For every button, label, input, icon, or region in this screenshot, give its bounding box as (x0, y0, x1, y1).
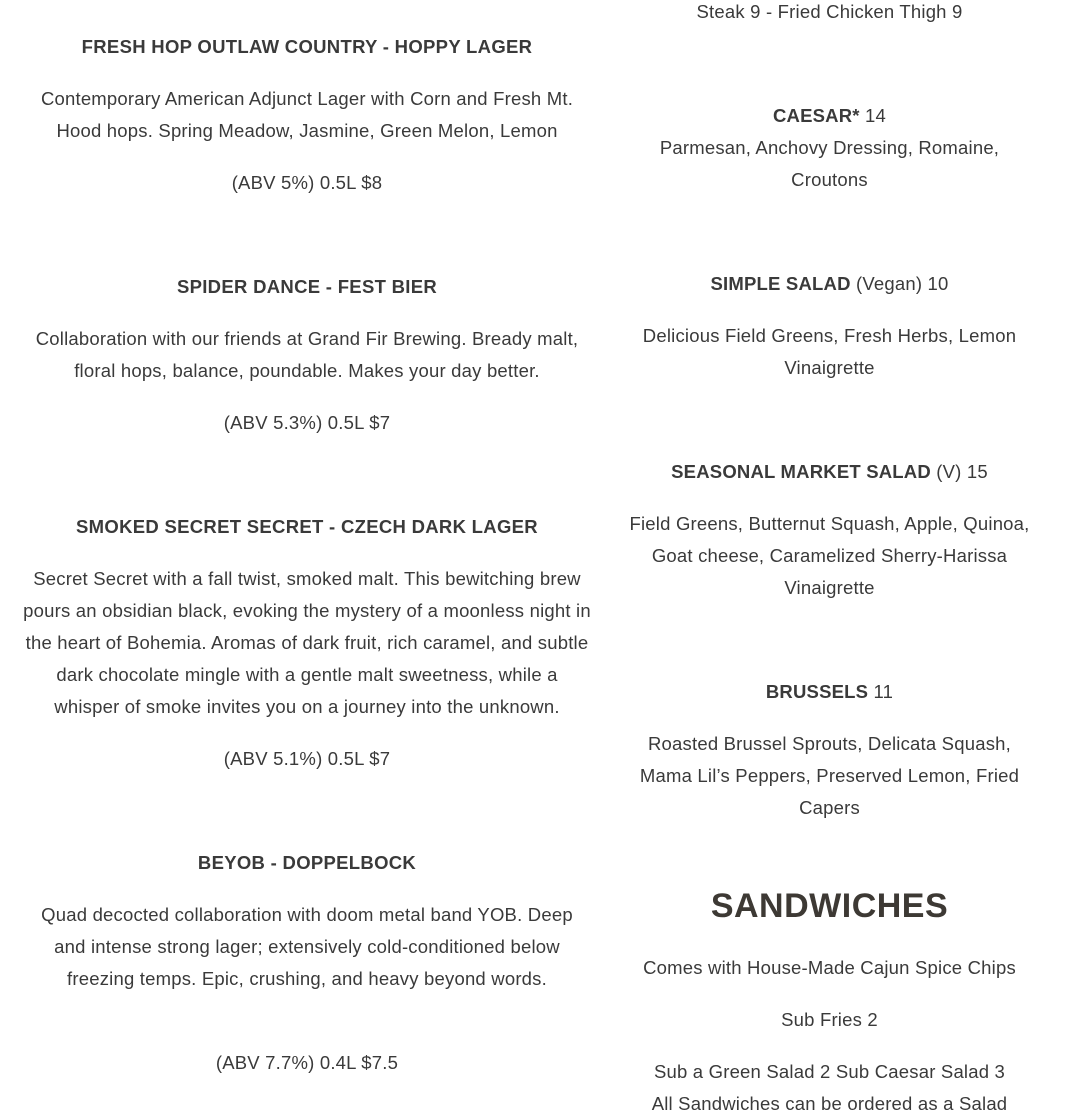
sandwiches-sub-fries: Sub Fries 2 (781, 1009, 878, 1030)
food-item-title (622, 100, 1037, 132)
food-item-title (622, 676, 1037, 708)
sandwiches-heading: SANDWICHES (710, 887, 949, 925)
food-item-name: BRUSSELS (765, 681, 869, 702)
food-item-price: (V) 15 (930, 461, 988, 482)
beer-description: Contemporary American Adjunct Lager with Corn and Fresh Mt. Hood hops. Spring Meadow, Jasmine, Green Melon, Lemon (40, 88, 574, 141)
beer-name: SMOKED SECRET SECRET - CZECH DARK LAGER (76, 516, 538, 537)
beer-name: SPIDER DANCE - FEST BIER (176, 276, 438, 297)
food-item-name: SEASONAL MARKET SALAD (671, 461, 931, 482)
food-item-title (622, 456, 1037, 488)
beer-price: (ABV 5.1%) 0.5L $7 (223, 748, 391, 769)
food-item-price: 11 (868, 681, 894, 702)
food-item-description: Roasted Brussel Sprouts, Delicata Squash, Mama Lil’s Peppers, Preserved Lemon, Fried Capers (639, 733, 1020, 818)
beer-name: FRESH HOP OUTLAW COUNTRY - HOPPY LAGER (81, 36, 533, 57)
food-item-description: Parmesan, Anchovy Dressing, Romaine, Croutons (659, 137, 1000, 190)
food-item-name: SIMPLE SALAD (710, 273, 851, 294)
sandwiches-sub-salads: Sub a Green Salad 2 Sub Caesar Salad 3 (653, 1061, 1006, 1082)
beer-description: Quad decocted collaboration with doom metal band YOB. Deep and intense strong lager; extensively cold-conditioned below freezing temps. Epic, crushing, and heavy beyond words. (41, 904, 573, 989)
sandwiches-note: Comes with House-Made Cajun Spice Chips (643, 957, 1016, 978)
sandwiches-cutoff-line: All Sandwiches can be ordered as a Salad (651, 1093, 1008, 1114)
food-item-description: Delicious Field Greens, Fresh Herbs, Lemon Vinaigrette (642, 325, 1017, 378)
food-item-description: Field Greens, Butternut Squash, Apple, Quinoa, Goat cheese, Caramelized Sherry-Harissa Vinaigrette (629, 513, 1030, 598)
food-top-line: Steak 9 - Fried Chicken Thigh 9 (696, 1, 963, 22)
beer-description: Secret Secret with a fall twist, smoked malt. This bewitching brew pours an obsidian black, evoking the mystery of a moonless night in the heart of Bohemia. Aromas of dark fruit, rich caramel, and subtle dark chocolate mingle with a gentle malt sweetness, while a whisper of smoke invites you on a journey into the unknown. (23, 568, 591, 717)
beer-price: (ABV 7.7%) 0.4L $7.5 (215, 1052, 399, 1073)
beer-price: (ABV 5%) 0.5L $8 (231, 172, 383, 193)
food-item-price: (Vegan) 10 (850, 273, 949, 294)
food-item-price: 14 (859, 105, 887, 126)
beer-name: BEYOB - DOPPELBOCK (197, 852, 417, 873)
food-item-name: CAESAR* (772, 105, 860, 126)
food-item-title (622, 268, 1037, 300)
beer-price: (ABV 5.3%) 0.5L $7 (223, 412, 391, 433)
beer-description: Collaboration with our friends at Grand Fir Brewing. Bready malt, floral hops, balance, poundable. Makes your day better. (35, 328, 579, 381)
